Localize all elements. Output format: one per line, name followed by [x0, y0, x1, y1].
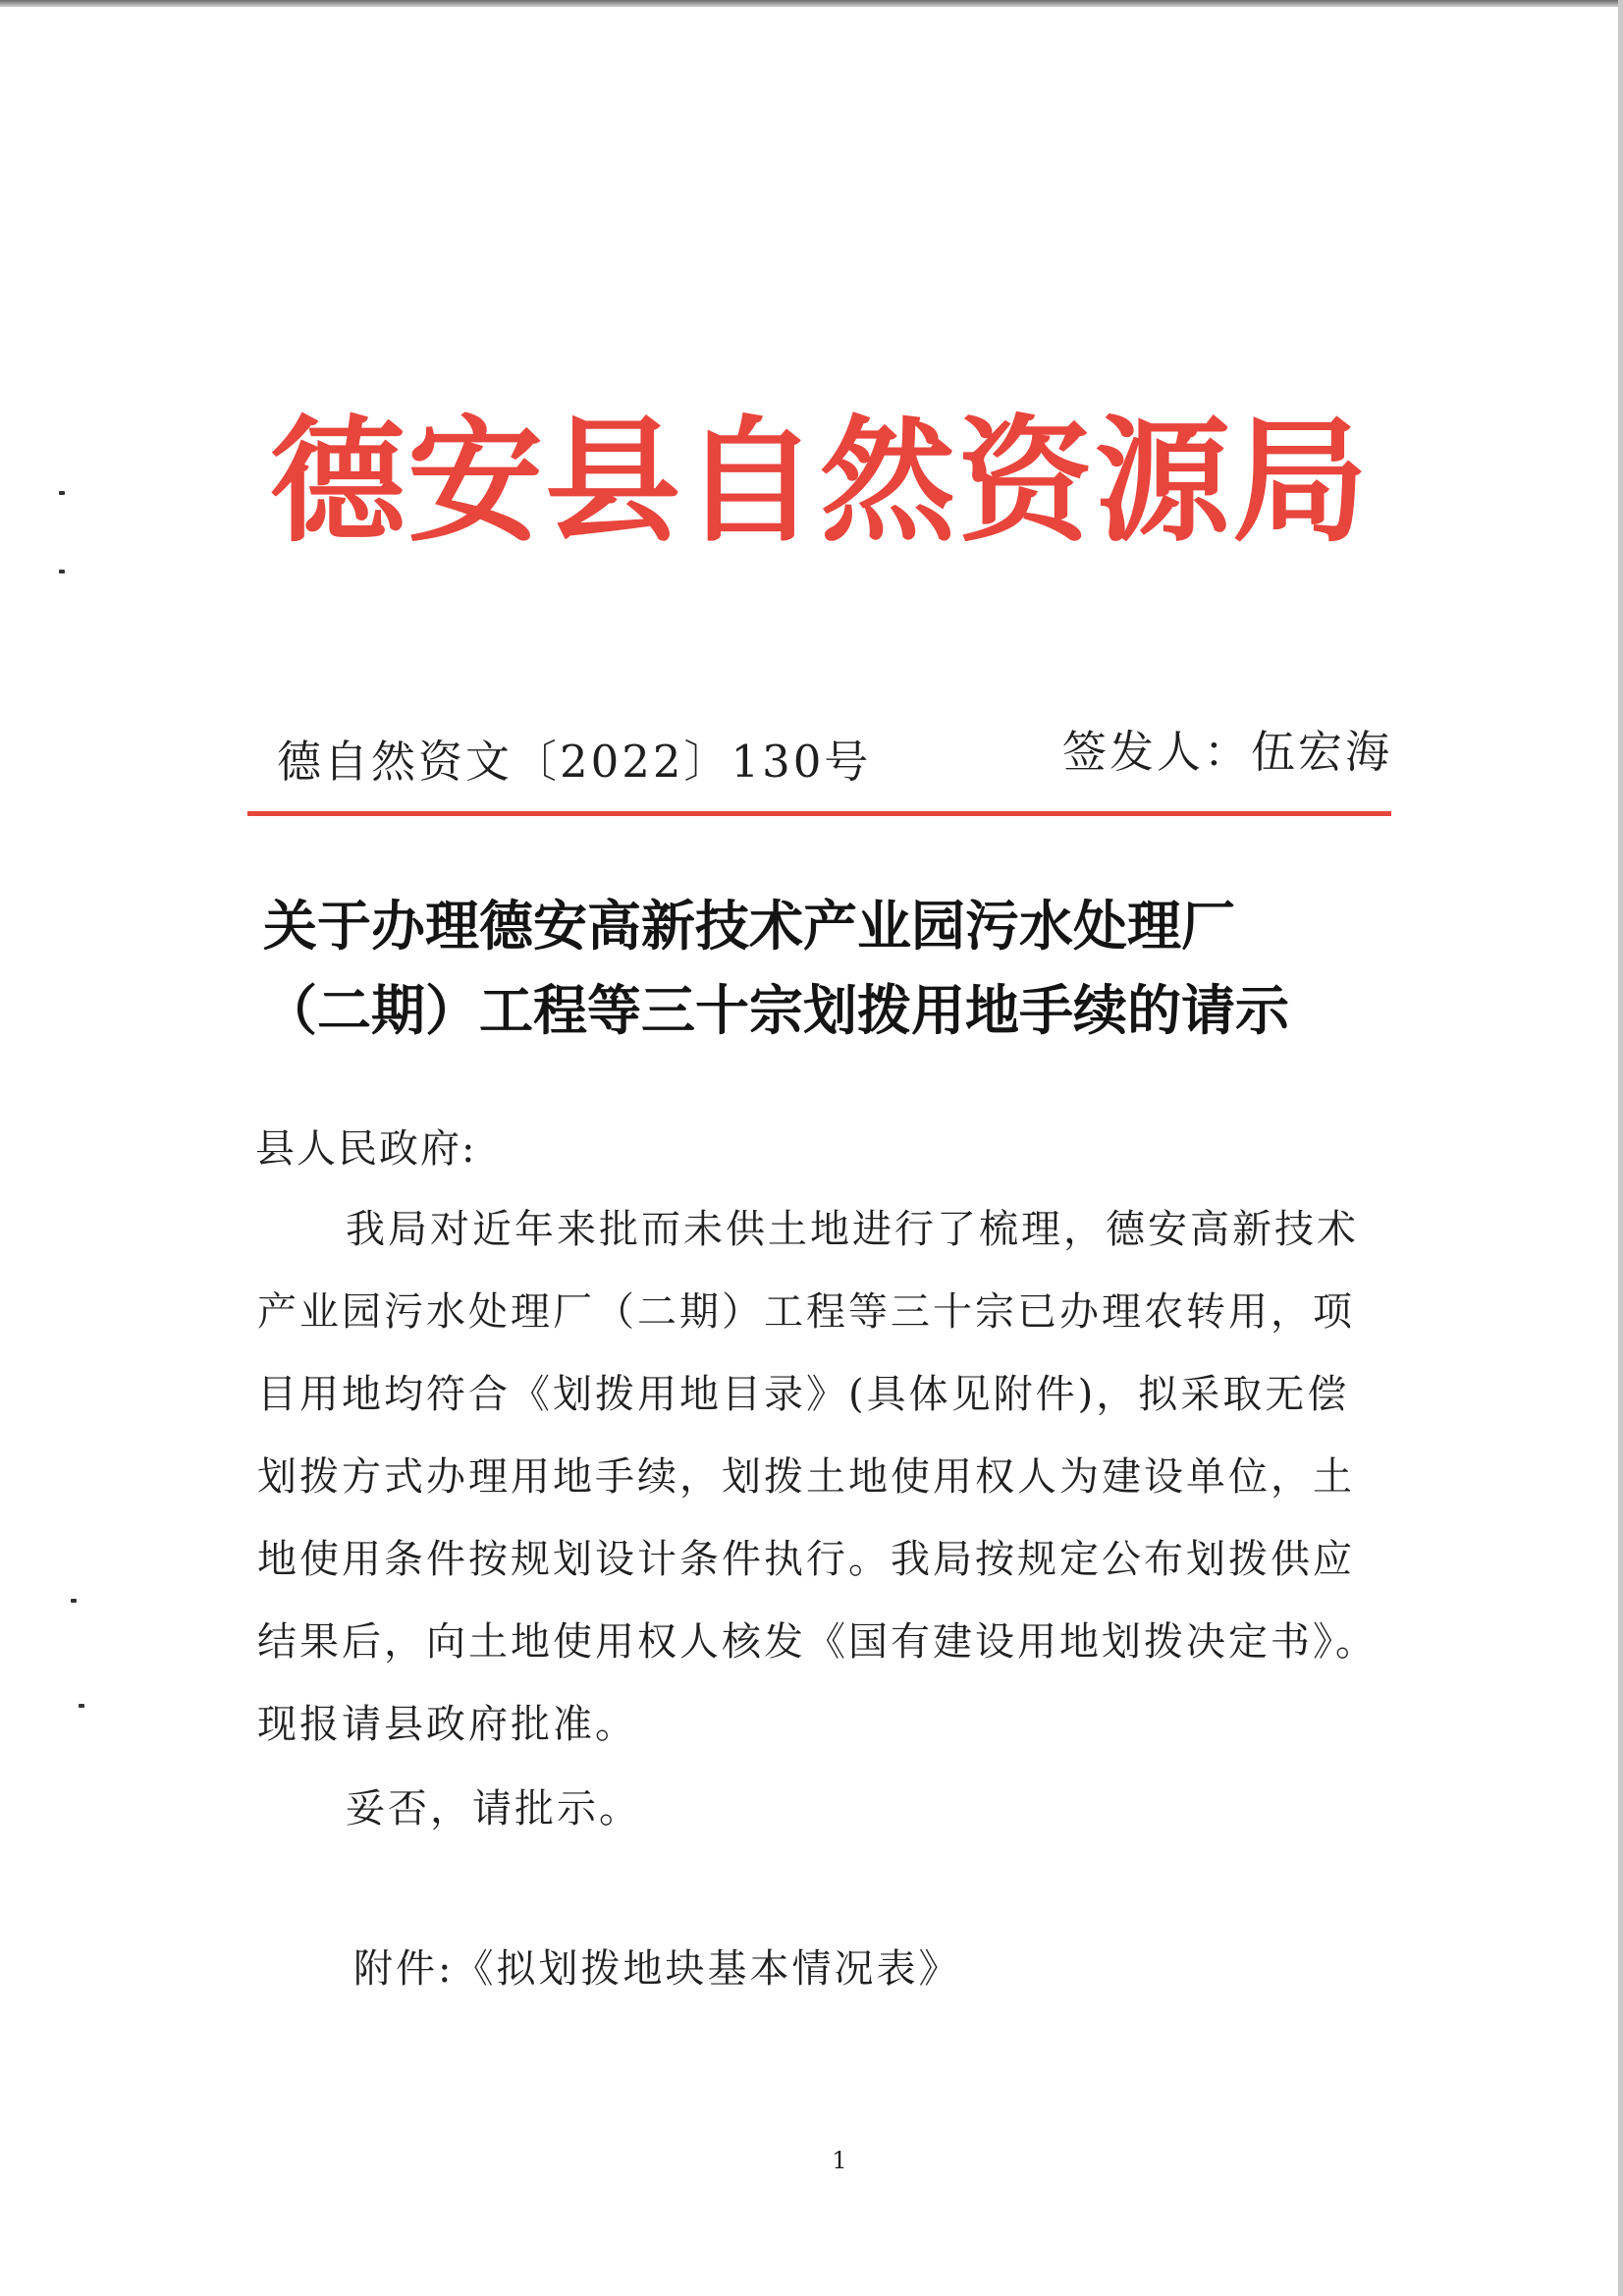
- scan-speck: [79, 1704, 84, 1708]
- title-line: 关于办理德安高新技术产业园污水处理厂: [263, 895, 1236, 957]
- body-line: 目用地均符合《划拨用地目录》(具体见附件)，拟采取无偿: [257, 1372, 1350, 1417]
- body-line: 结果后，向土地使用权人核发《国有建设用地划拨决定书》。: [257, 1619, 1378, 1665]
- document-number: 德自然资文〔2022〕130号: [277, 736, 872, 788]
- body-line: 产业园污水处理厂（二期）工程等三十宗已办理农转用，项: [257, 1289, 1355, 1335]
- red-divider-line: [247, 811, 1391, 816]
- closing-request: 妥否，请批示。: [346, 1786, 641, 1831]
- scan-speck: [59, 491, 65, 495]
- body-line: 划拨方式办理用地手续，划拨土地使用权人为建设单位，土: [257, 1454, 1355, 1500]
- title-line: （二期）工程等三十宗划拨用地手续的请示: [263, 979, 1290, 1042]
- scan-top-edge: [0, 0, 1623, 7]
- scan-speck: [59, 570, 65, 574]
- scan-speck: [71, 1599, 77, 1603]
- salutation: 县人民政府:: [255, 1126, 477, 1172]
- body-line: 现报请县政府批准。: [257, 1702, 637, 1747]
- signer-label: 签发人：: [1062, 726, 1252, 778]
- signer: [1062, 723, 1392, 782]
- issuing-authority: 德安县自然资源局: [269, 401, 1370, 561]
- document-title: [263, 884, 1402, 1053]
- attachment-note: 附件:《拟划拨地块基本情况表》: [353, 1946, 961, 1992]
- body-paragraph: [257, 1188, 1406, 1766]
- page-number: 1: [832, 2147, 847, 2174]
- signer-name: 伍宏海: [1251, 726, 1393, 778]
- body-line: 我局对近年来批而未供土地进行了梳理，德安高新技术: [346, 1207, 1359, 1252]
- body-line: 地使用条件按规划设计条件执行。我局按规定公布划拨供应: [257, 1537, 1355, 1582]
- scan-right-edge: [1618, 0, 1623, 2296]
